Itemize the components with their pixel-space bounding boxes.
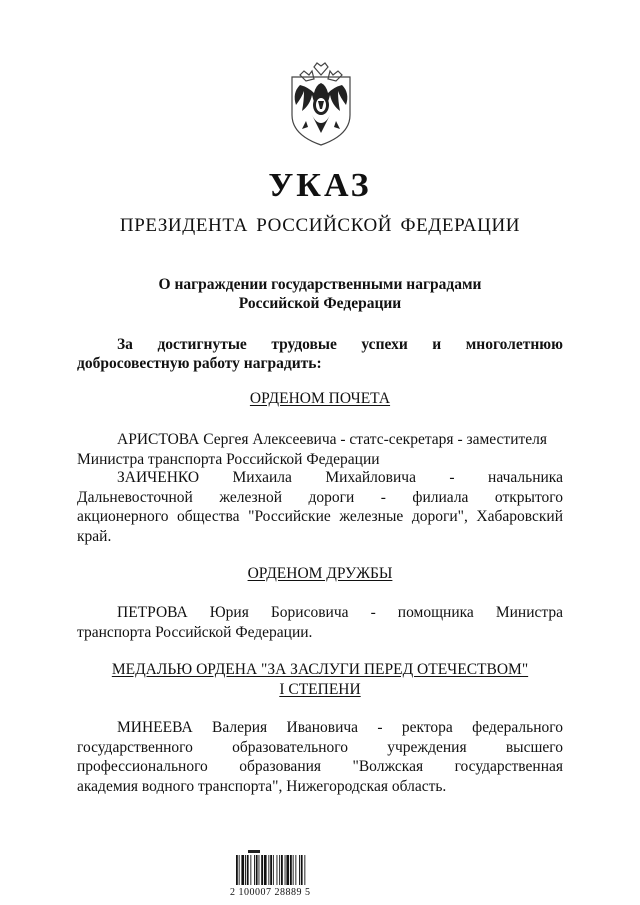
decree-heading-line: Российской Федерации (238, 295, 402, 312)
entry-line: Министра транспорта Российской Федерации (77, 450, 380, 468)
award-title-line: I СТЕПЕНИ (279, 681, 361, 698)
entry-line: ЗАИЧЕНКО Михаила Михайловича - начальника (117, 469, 563, 486)
entry-line: МИНЕЕВА Валерия Ивановича - ректора федерального (117, 719, 563, 736)
entry-line: государственного образовательного учреждения высшего (77, 738, 563, 756)
barcode (230, 850, 360, 902)
entry-line: транспорта Российской Федерации. (77, 623, 313, 641)
award-entry (77, 718, 563, 796)
entry-line: академия водного транспорта", Нижегородская область. (77, 777, 447, 795)
award-entry (77, 468, 563, 546)
russian-coat-of-arms-icon (282, 57, 360, 147)
award-entry (77, 603, 563, 642)
entry-line: Дальневосточной железной дороги - филиала открытого (77, 488, 563, 506)
award-title-line: ОРДЕНОМ ДРУЖБЫ (247, 565, 393, 582)
entry-line: профессионального образования "Волжская государственная (77, 758, 563, 775)
decree-subtitle: ПРЕЗИДЕНТА РОССИЙСКОЙ ФЕДЕРАЦИИ (119, 215, 521, 236)
award-title-line: ОРДЕНОМ ПОЧЕТА (249, 390, 391, 407)
award-entry (77, 430, 563, 469)
decree-title: УКАЗ (268, 167, 372, 204)
decree-intro (77, 335, 563, 373)
intro-line: добросовестную работу наградить: (77, 355, 322, 372)
award-title (0, 389, 640, 408)
award-title (0, 660, 640, 679)
barcode-icon (230, 850, 360, 886)
award-title (0, 564, 640, 583)
award-title (0, 680, 640, 699)
intro-line: За достигнутые трудовые успехи и многолетнюю (117, 336, 563, 353)
entry-line: акционерного общества "Российские железные дороги", Хабаровский (77, 508, 563, 525)
entry-line: ПЕТРОВА Юрия Борисовича - помощника Министра (117, 604, 563, 621)
entry-line: край. (77, 527, 112, 545)
barcode-number: 2 100007 28889 5 (230, 887, 311, 898)
decree-heading-line: О награждении государственными наградами (158, 276, 482, 293)
entry-line: АРИСТОВА Сергея Алексеевича - статс-секретаря - заместителя (117, 431, 548, 448)
award-title-line: МЕДАЛЬЮ ОРДЕНА "ЗА ЗАСЛУГИ ПЕРЕД ОТЕЧЕСТВОМ" (111, 661, 529, 678)
